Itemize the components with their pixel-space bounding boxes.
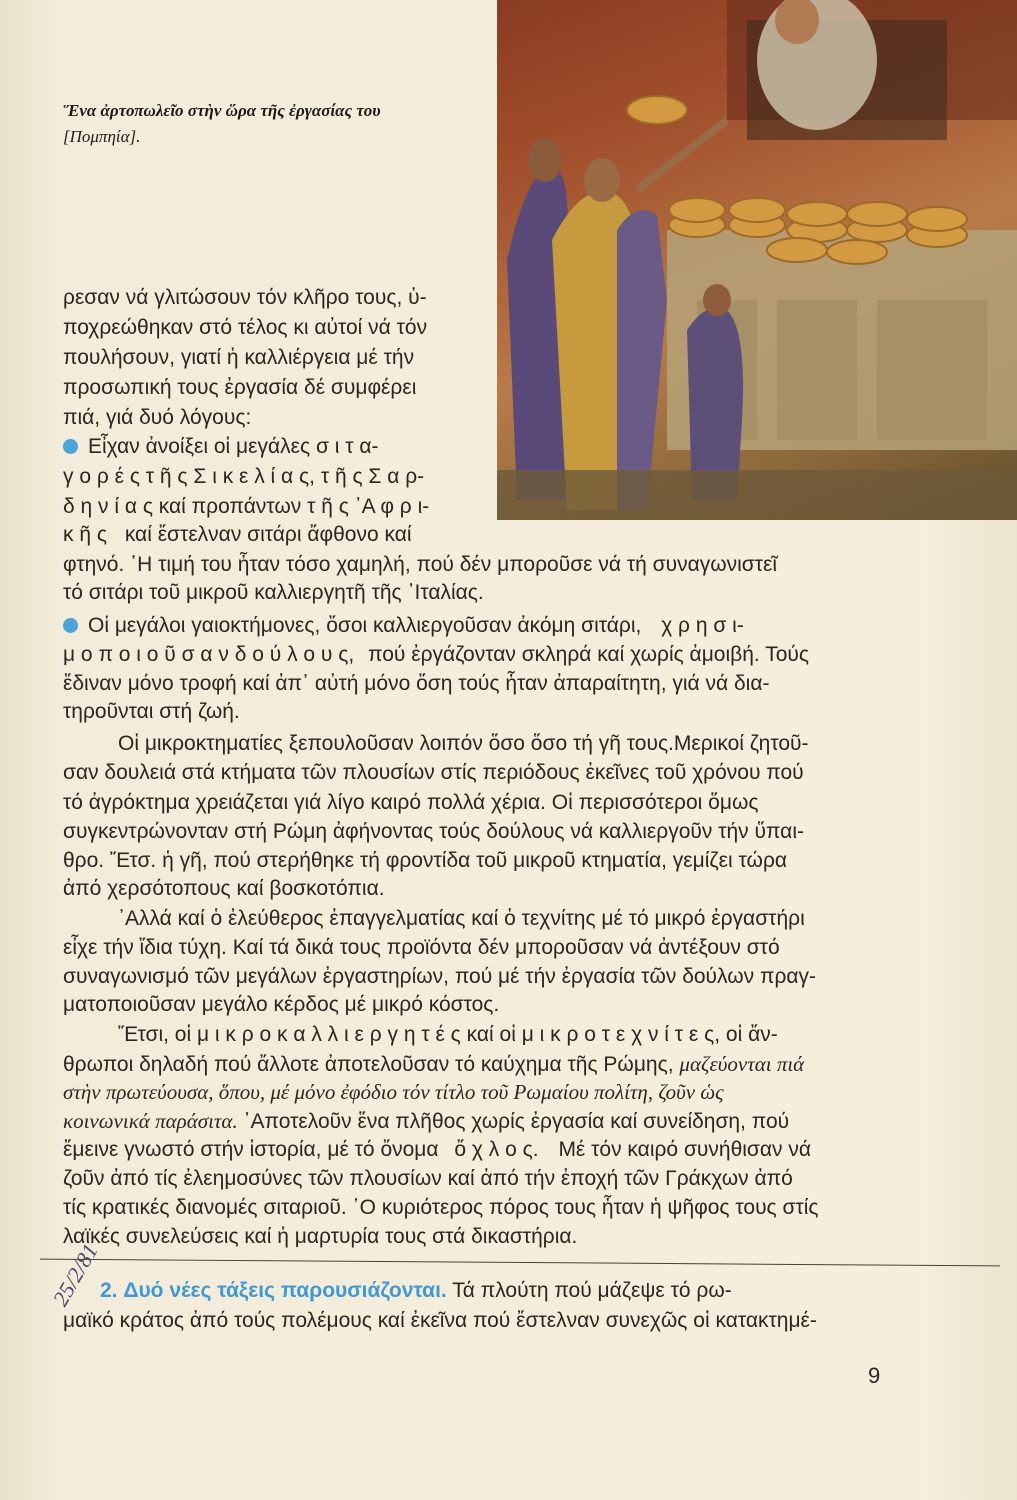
italic-text: κοινωνικά παράσιτα. [63, 1109, 238, 1133]
bullet-item-2-line-1 [63, 611, 744, 641]
paragraph-line: ἀπό χερσότοπους καί βοσκοτόπια. [63, 877, 385, 900]
paragraph-line: τίς κρατικές διανομές σιταριοῦ. ῾Ο κυριότερος πόρος τους ἦταν ἡ ψῆφος τους στίς [63, 1196, 819, 1219]
paragraph-line [63, 1135, 811, 1165]
spaced-text: ὄ χ λ ο ς. [454, 1138, 539, 1161]
text-line: γ ο ρ έ ς τ ῆ ς Σ ι κ ε λ ί α ς, τ ῆ ς Σ α ρ- [63, 465, 425, 488]
paragraph-line: ᾽Αλλά καί ὁ ἐλεύθερος ἐπαγγελματίας καί ὁ τεχνίτης μέ τό μικρό ἐργαστήρι [118, 907, 805, 930]
text-line: ἔδιναν μόνο τροφή καί ἀπ᾽ αὐτή μόνο ὅση τούς ἦταν ἀπαραίτητη, γιά νά δια- [63, 672, 770, 695]
text-line: ρεσαν νά γλιτώσουν τόν κλῆρο τους, ὑ- [63, 286, 427, 309]
bullet-icon [63, 439, 78, 454]
text-line: πιά, γιά δυό λόγους: [63, 406, 252, 429]
paragraph-line [63, 1049, 804, 1079]
text-line [63, 640, 809, 670]
text-line [63, 520, 412, 550]
text-line: πουλήσουν, γιατί ἡ καλλιέργεια μέ τήν [63, 346, 415, 369]
text-span: θρωποι δηλαδή πού ἄλλοτε ἀποτελοῦσαν τό καύχημα τῆς Ρώμης, [63, 1053, 674, 1076]
spaced-text: μ ι κ ρ ο τ ε χ ν ί τ ε ς, [521, 1023, 721, 1046]
text-span: Οἱ μεγάλοι γαιοκτήμονες, ὅσοι καλλιεργοῦσαν ἀκόμη σιτάρι, [88, 614, 642, 637]
text-span: Εἶχαν ἀνοίξει οἱ μεγάλες [88, 435, 311, 458]
paragraph-line: συγκεντρώνονταν στή Ρώμη ἀφήνοντας τούς δούλους νά καλλιεργοῦν τήν ὕπαι- [63, 820, 804, 843]
italic-text: μαζεύονται πιά [679, 1052, 805, 1076]
paragraph-line: τό ἀγρόκτημα χρειάζεται γιά λίγο καιρό πολλά χέρια. Οἱ περισσότεροι ὅμως [63, 791, 759, 814]
italic-line: στὴν πρωτεύουσα, ὅπου, μέ μόνο ἐφόδιο τόν τίτλο τοῦ Ρωμαίου πολίτη, ζοῦν ὡς [63, 1080, 724, 1104]
text-line: τηροῦνται στή ζωή. [63, 700, 240, 723]
paragraph-line: θρο. Ἔτσ. ἡ γῆ, πού στερήθηκε τή φροντίδα τοῦ μικροῦ κτηματία, γεμίζει τώρα [63, 849, 788, 872]
bullet-icon [63, 618, 78, 633]
spaced-text: χ ρ η σ ι- [661, 614, 744, 637]
text-span: ἔμεινε γνωστό στήν ἱστορία, μέ τό ὄνομα [63, 1138, 439, 1161]
spaced-text: μ ο π ο ι ο ῦ σ α ν δ ο ύ λ ο υ ς, [63, 643, 355, 666]
spaced-text: μ ι κ ρ ο κ α λ λ ι ε ρ γ η τ έ ς [196, 1023, 461, 1046]
figure-caption [63, 98, 493, 150]
text-span: Ἔτσι, οἱ [118, 1023, 192, 1046]
spaced-text: κ ῆ ς [63, 523, 107, 546]
text-line: τό σιτάρι τοῦ μικροῦ καλλιεργητῆ τῆς ᾽Ιταλίας. [63, 581, 484, 604]
text-line: δ η ν ί α ς καί προπάντων τ ῆ ς ᾽Α φ ρ ι- [63, 495, 430, 518]
text-span: Τά πλούτη πού μάζεψε τό ρω- [452, 1279, 732, 1302]
text-span: Μέ τόν καιρό συνήθισαν νά [558, 1138, 811, 1161]
text-line: προσωπική τους ἐργασία δέ συμφέρει [63, 376, 417, 399]
paragraph-line: ζοῦν ἀπό τίς ἐλεημοσύνες τῶν πλουσίων καί ἀπό τήν ἐποχή τῶν Γράκχων ἀπό [63, 1167, 793, 1190]
text-span: πού ἐργάζονταν σκληρά καί χωρίς ἀμοιβή. Τούς [368, 643, 809, 666]
page-number: 9 [868, 1363, 881, 1388]
text-span: οἱ ἄν- [725, 1023, 778, 1046]
text-line: ποχρεώθηκαν στό τέλος κι αὐτοί νά τόν [63, 316, 428, 339]
handwritten-date: 25/2/81 [47, 1239, 103, 1311]
bakery-fresco-image [497, 0, 1017, 520]
caption-line-1: Ἕνα ἀρτοπωλεῖο στὴν ὥρα τῆς ἐργασίας του [63, 101, 381, 120]
paragraph-line: ματοποιοῦσαν μεγάλο κέρδος μέ μικρό κόστος. [63, 993, 500, 1016]
paragraph-line [118, 1020, 778, 1050]
paragraph-line [63, 1106, 789, 1136]
text-span: καί οἱ [466, 1023, 516, 1046]
paragraph-line: συναγωνισμό τῶν μεγάλων ἐργαστηρίων, πού μέ τήν ἐργασία τῶν δούλων πραγ- [63, 965, 817, 988]
text-span: καί ἔστελναν σιτάρι ἄφθονο καί [124, 523, 412, 546]
paragraph-line: εἶχε τήν ἴδια τύχη. Καί τά δικά τους προϊόντα δέν μποροῦσαν νά ἀντέξουν στό [63, 936, 780, 959]
text-line: φτηνό. ῾Η τιμή του ἦταν τόσο χαμηλή, πού δέν μποροῦσε νά τή συναγωνιστεῖ [63, 553, 778, 576]
section-title: Δυό νέες τάξεις παρουσιάζονται. [123, 1279, 447, 1302]
bullet-item-1-line-1 [63, 432, 379, 462]
paragraph-line: μαϊκό κράτος ἀπό τούς πολέμους καί ἐκεῖνα πού ἔστελναν συνεχῶς οἱ κατακτημέ- [63, 1309, 817, 1332]
paragraph-line: Οἱ μικροκτηματίες ξεπουλοῦσαν λοιπόν ὅσο ὅσο τή γῆ τους.Μερικοί ζητοῦ- [118, 732, 809, 755]
text-span: ᾽Αποτελοῦν ἕνα πλῆθος χωρίς ἐργασία καί συνείδηση, πού [243, 1110, 790, 1133]
spaced-text: σ ι τ α- [315, 435, 379, 458]
caption-line-2: [Πομπηία]. [63, 127, 141, 146]
section-number: 2. [100, 1279, 118, 1302]
paragraph-line: λαϊκές συνελεύσεις καί ἡ μαρτυρία τους στά δικαστήρια. [63, 1225, 578, 1248]
section-heading-line [100, 1276, 732, 1306]
paragraph-line: σαν δουλειά στά κτήματα τῶν πλουσίων στίς περιόδους ἐκεῖνες τοῦ χρόνου πού [63, 761, 804, 784]
